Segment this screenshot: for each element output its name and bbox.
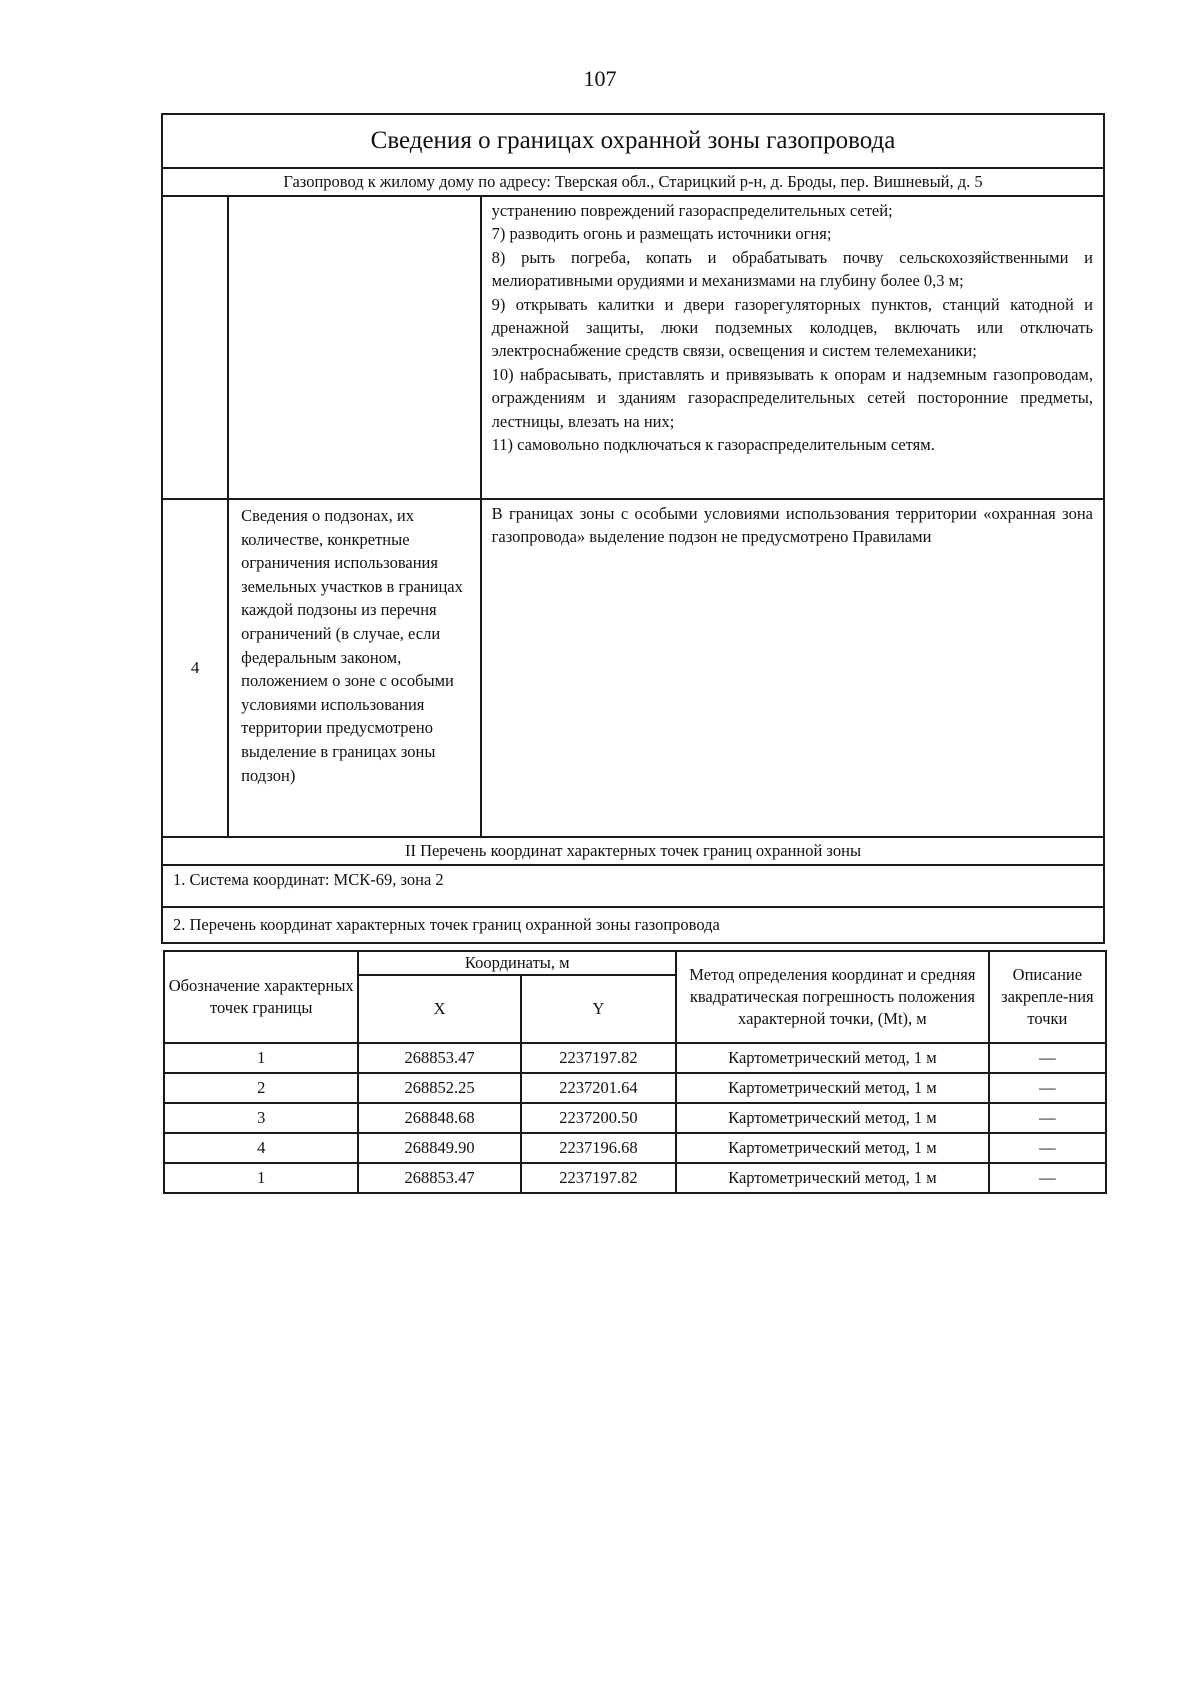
cell-point: 1 <box>164 1163 358 1193</box>
header-coordinates: Координаты, м <box>358 951 676 975</box>
section-title: II Перечень координат характерных точек границ охранной зоны <box>162 837 1104 865</box>
cell-point: 1 <box>164 1043 358 1073</box>
restriction-line: 11) самовольно подключаться к газораспределительным сетям. <box>491 435 935 455</box>
header-description: Описание закрепле-ния точки <box>989 951 1106 1043</box>
cell-y: 2237201.64 <box>521 1073 676 1103</box>
cell-desc: — <box>989 1163 1106 1193</box>
cell-x: 268848.68 <box>358 1103 520 1133</box>
cell-x: 268853.47 <box>358 1163 520 1193</box>
cell-method: Картометрический метод, 1 м <box>676 1163 989 1193</box>
table-row <box>164 1073 1106 1103</box>
header-method: Метод определения координат и средняя квадратическая погрешность положения характерной точки, (Mt), м <box>676 951 989 1043</box>
header-x: X <box>358 975 520 1043</box>
cell-method: Картометрический метод, 1 м <box>676 1073 989 1103</box>
page-number: 107 <box>583 66 617 91</box>
cell-desc: — <box>989 1073 1106 1103</box>
table-row <box>164 1103 1106 1133</box>
row-name: Сведения о подзонах, их количестве, конкретные ограничения использования земельных участков в границах каждой подзоны из перечня ограничений (в случае, если федеральным законом, положением о зоне с особыми условиями использования территории предусмотрено выделение в границах зоны подзон) <box>228 499 481 837</box>
cell-point: 3 <box>164 1103 358 1133</box>
restrictions-cell <box>481 196 1104 499</box>
cell-y: 2237196.68 <box>521 1133 676 1163</box>
cell-x: 268853.47 <box>358 1043 520 1073</box>
coordinates-list-title: 2. Перечень координат характерных точек границ охранной зоны газопровода <box>162 907 1104 943</box>
cell-method: Картометрический метод, 1 м <box>676 1043 989 1073</box>
cell-x: 268852.25 <box>358 1073 520 1103</box>
table-row <box>164 1043 1106 1073</box>
document-title: Сведения о границах охранной зоны газопровода <box>162 114 1104 168</box>
cell-x: 268849.90 <box>358 1133 520 1163</box>
continued-row-name <box>228 196 481 499</box>
cell-desc: — <box>989 1043 1106 1073</box>
cell-point: 4 <box>164 1133 358 1163</box>
cell-desc: — <box>989 1133 1106 1163</box>
restriction-line: устранению повреждений газораспределительных сетей; <box>491 201 893 220</box>
restriction-line: 8) рыть погреба, копать и обрабатывать почву сельскохозяйственными и мелиоративными орудиями и механизмами на глубину более 0,3 м; <box>491 247 1093 291</box>
table-row <box>164 1163 1106 1193</box>
cell-desc: — <box>989 1103 1106 1133</box>
zone-info-table <box>161 113 1105 944</box>
header-y: Y <box>521 975 676 1043</box>
cell-y: 2237200.50 <box>521 1103 676 1133</box>
document-subtitle: Газопровод к жилому дому по адресу: Тверская обл., Старицкий р-н, д. Броды, пер. Вишневый, д. 5 <box>162 168 1104 196</box>
cell-point: 2 <box>164 1073 358 1103</box>
restriction-line: 10) набрасывать, приставлять и привязывать к опорам и надземным газопроводам, ограждениям и зданиям газораспределительных сетей посторонние предметы, лестницы, влезать на них; <box>491 364 1093 431</box>
row-content <box>481 499 1104 837</box>
header-designation: Обозначение характерных точек границы <box>164 951 358 1043</box>
restriction-line: 9) открывать калитки и двери газорегуляторных пунктов, станций катодной и дренажной защиты, люки подземных колодцев, включать или отключать электроснабжение средств связи, освещения и систем телемеханики; <box>491 294 1093 361</box>
subzones-text: В границах зоны с особыми условиями использования территории «охранная зона газопровода» выделение подзон не предусмотрено Правилами <box>491 504 1093 547</box>
coordinates-table <box>163 950 1107 1194</box>
cell-y: 2237197.82 <box>521 1163 676 1193</box>
table-row <box>164 1133 1106 1163</box>
continued-row-number <box>162 196 228 499</box>
cell-method: Картометрический метод, 1 м <box>676 1103 989 1133</box>
coordinate-system: 1. Система координат: МСК-69, зона 2 <box>162 865 1104 907</box>
row-number: 4 <box>162 499 228 837</box>
cell-y: 2237197.82 <box>521 1043 676 1073</box>
restriction-line: 7) разводить огонь и размещать источники огня; <box>491 224 832 244</box>
cell-method: Картометрический метод, 1 м <box>676 1133 989 1163</box>
